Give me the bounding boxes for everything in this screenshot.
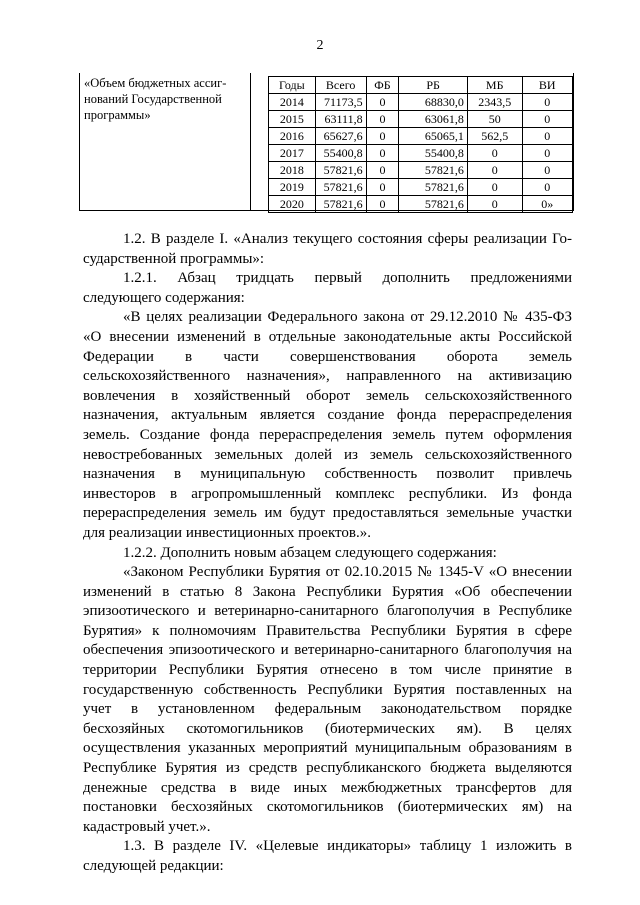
table-cell: 0 xyxy=(467,145,522,162)
column-header: Годы xyxy=(269,77,316,94)
table-row xyxy=(269,111,573,128)
program-funding-table xyxy=(79,73,574,211)
text-line: бесхозяйных скотомогильников (биотермических ям). В целях xyxy=(83,720,572,737)
paragraph-1-2-1: 1.2.1. Абзац тридцать первый дополнить предложениями xyxy=(123,270,572,287)
table-cell: 57821,6 xyxy=(315,196,366,213)
table-cell: 2019 xyxy=(269,179,316,196)
table-cell: 55400,8 xyxy=(399,145,468,162)
table-cell: 0 xyxy=(522,162,572,179)
table-row xyxy=(269,145,573,162)
text-line: сельскохозяйственного назначения», направленного на активизацию xyxy=(83,368,572,385)
table-cell: 0 xyxy=(522,94,572,111)
column-divider xyxy=(250,73,251,210)
table-cell: 2015 xyxy=(269,111,316,128)
funding-by-year-table xyxy=(268,76,573,213)
text-line: территории Республики Бурятия отнесено в том числе принятие в xyxy=(83,662,572,679)
document-body xyxy=(83,230,572,877)
table-cell: 63061,8 xyxy=(399,111,468,128)
label-line: нований Государственной xyxy=(84,92,222,106)
column-header: РБ xyxy=(399,77,468,94)
label-line: «Объем бюджетных ассиг- xyxy=(84,76,227,90)
table-cell: 57821,6 xyxy=(399,196,468,213)
text-line: учет в установленном федеральным законодательством порядке xyxy=(83,701,572,718)
table-cell: 0 xyxy=(467,196,522,213)
text-line: инвесторов в агропромышленный комплекс республики. Из фонда xyxy=(83,485,572,502)
table-cell: 2017 xyxy=(269,145,316,162)
quoted-paragraph-land-fund xyxy=(83,308,572,543)
text-line: перераспределения земель им будут предоставляться земельные участки xyxy=(83,505,572,522)
paragraph-1-3: 1.3. В разделе IV. «Целевые индикаторы» таблицу 1 изложить в xyxy=(123,838,572,855)
paragraph-1-2: 1.2. В разделе I. «Анализ текущего состояния сферы реализации Го- xyxy=(123,231,572,247)
table-cell: 65627,6 xyxy=(315,128,366,145)
table-cell: 68830,0 xyxy=(399,94,468,111)
label-line: программы» xyxy=(84,108,151,122)
text-line: эпизоотического и ветеринарно-санитарного благополучия в Республике xyxy=(83,603,572,620)
paragraph-1-2-cont: сударственной программы»: xyxy=(83,250,265,267)
table-cell: 57821,6 xyxy=(315,162,366,179)
table-cell: 0 xyxy=(366,179,399,196)
table-cell: 0 xyxy=(366,94,399,111)
table-cell: 2016 xyxy=(269,128,316,145)
text-line: денежные средства в виде иных межбюджетных трансфертов для xyxy=(83,779,572,796)
table-row xyxy=(269,162,573,179)
table-cell: 2020 xyxy=(269,196,316,213)
table-row xyxy=(269,128,573,145)
column-header: ВИ xyxy=(522,77,572,94)
table-cell: 55400,8 xyxy=(315,145,366,162)
program-row-label xyxy=(84,75,246,123)
table-cell: 0 xyxy=(467,179,522,196)
text-line: назначения в муниципальную собственность позволит привлечь xyxy=(83,466,572,483)
table-cell: 65065,1 xyxy=(399,128,468,145)
table-cell: 71173,5 xyxy=(315,94,366,111)
text-line: «О внесении изменений в отдельные законодательные акты Российской xyxy=(83,328,572,345)
table-cell: 0» xyxy=(522,196,572,213)
table-cell: 2014 xyxy=(269,94,316,111)
table-row xyxy=(269,179,573,196)
text-line: «Законом Республики Бурятия от 02.10.2015 № 1345-V «О внесении xyxy=(123,564,572,581)
table-cell: 0 xyxy=(522,179,572,196)
table-cell: 57821,6 xyxy=(315,179,366,196)
text-line: Республике Бурятия из средств республиканского бюджета выделяются xyxy=(83,760,572,777)
paragraph-1-3-cont: следующей редакции: xyxy=(83,858,224,874)
text-line: для реализации инвестиционных проектов.». xyxy=(83,524,371,541)
column-header: ФБ xyxy=(366,77,399,94)
table-row xyxy=(269,196,573,213)
text-line: государственную собственность Республики Бурятия поставленных на xyxy=(83,681,572,698)
table-cell: 50 xyxy=(467,111,522,128)
text-line: «В целях реализации Федерального закона от 29.12.2010 № 435-ФЗ xyxy=(123,309,572,326)
text-line: Федерации в части совершенствования оборота земель xyxy=(83,348,572,365)
text-line: изменений в статью 8 Закона Республики Бурятия «Об обеспечении xyxy=(83,583,572,600)
table-cell: 562,5 xyxy=(467,128,522,145)
table-cell: 0 xyxy=(366,111,399,128)
table-cell: 0 xyxy=(366,145,399,162)
table-cell: 57821,6 xyxy=(399,162,468,179)
table-cell: 63111,8 xyxy=(315,111,366,128)
text-line: вовлечения в хозяйственный оборот земель сельскохозяйственного xyxy=(83,387,572,404)
table-cell: 57821,6 xyxy=(399,179,468,196)
table-cell: 0 xyxy=(522,111,572,128)
table-cell: 0 xyxy=(522,128,572,145)
quoted-paragraph-cattle-burial xyxy=(83,563,572,837)
page-number: 2 xyxy=(316,38,324,53)
column-header: МБ xyxy=(467,77,522,94)
table-cell: 0 xyxy=(366,128,399,145)
column-header: Всего xyxy=(315,77,366,94)
table-cell: 0 xyxy=(467,162,522,179)
table-cell: 0 xyxy=(522,145,572,162)
table-cell: 0 xyxy=(366,162,399,179)
table-cell: 2343,5 xyxy=(467,94,522,111)
text-line: невостребованных земельных долей из земель сельскохозяйственного xyxy=(83,446,572,463)
text-line: кадастровый учет.». xyxy=(83,818,211,835)
text-line: постановки бесхозяйных скотомогильников (биотермических ям) на xyxy=(83,799,572,816)
table-header-row xyxy=(269,77,573,94)
text-line: осуществления указанных мероприятий муниципальным образованиям в xyxy=(83,740,572,757)
table-row xyxy=(269,94,573,111)
text-line: Бурятия» к полномочиям Правительства Республики Бурятия в сфере xyxy=(83,622,572,639)
table-cell: 0 xyxy=(366,196,399,213)
paragraph-1-2-1-cont: следующего содержания: xyxy=(83,289,245,306)
paragraph-1-2-2: 1.2.2. Дополнить новым абзацем следующего содержания: xyxy=(123,544,497,561)
text-line: назначения, актуальным является создание фонда перераспределения xyxy=(83,407,572,424)
text-line: земель. Создание фонда перераспределения земель путем оформления xyxy=(83,426,572,443)
text-line: обеспечения эпизоотического и ветеринарно-санитарного благополучия на xyxy=(83,642,572,659)
table-cell: 2018 xyxy=(269,162,316,179)
